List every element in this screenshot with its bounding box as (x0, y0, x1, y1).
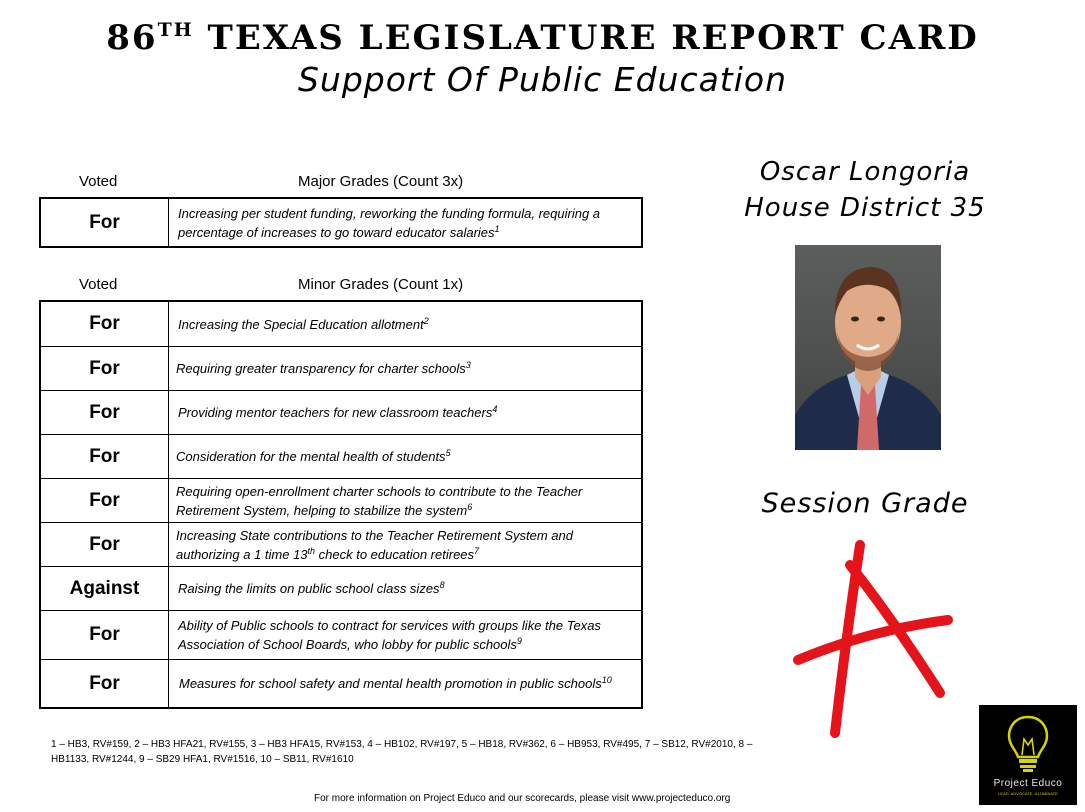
vote-cell: For (41, 660, 169, 707)
table-row (41, 199, 641, 246)
table-row (41, 390, 641, 434)
table-row (41, 659, 641, 707)
bill-description: Increasing per student funding, reworking the funding formula, requiring a percentage of increases to go toward educator salaries$^1$ (178, 205, 601, 240)
footnote-ref: 1 (494, 223, 500, 234)
grade-a-crossbar (798, 620, 948, 660)
footnotes: 1 – HB3, RV#159, 2 – HB3 HFA21, RV#155, 3 – HB3 HFA15, RV#153, 4 – HB102, RV#197, 5 – HB18, RV#362, 6 – HB953, RV#495, 7 – SB12, RV#2010, 8 – HB1133, RV#1244, 9 – SB29 HFA1, RV#1516, 10 – SB11, RV#1610 (51, 739, 753, 765)
report-card-title (0, 18, 1085, 58)
minor-grades-table (39, 300, 643, 709)
footnote-ref: 10 (601, 675, 612, 685)
footnote-ref: 8 (439, 580, 445, 590)
bill-description: Increasing the Special Education allotment$^2$ (178, 315, 429, 332)
bill-description: Providing mentor teachers for new classroom teachers$^4$ (178, 404, 498, 420)
table-row (41, 434, 641, 478)
major-grades-header: Major Grades (Count 3x) (298, 173, 464, 190)
footnote-ref: 9 (516, 636, 522, 646)
legislature-number: 86 (106, 18, 158, 58)
vote-cell: For (41, 523, 169, 566)
portrait-illustration (795, 245, 941, 450)
logo-name: Project Educo (993, 778, 1063, 789)
footnote-ref: 6 (467, 501, 473, 512)
major-grades-table (39, 197, 643, 248)
table-row (41, 522, 641, 566)
title-text: TEXAS LEGISLATURE REPORT CARD (207, 18, 979, 58)
minor-voted-header: Voted (79, 276, 118, 293)
table-row (41, 478, 641, 522)
bill-description: Raising the limits on public school class sizes$^8$ (178, 580, 445, 596)
bill-description: Measures for school safety and mental health promotion in public schools$^{10}$ (179, 675, 612, 691)
vote-cell: Against (41, 567, 169, 610)
representative-name: Oscar Longoria (759, 157, 971, 187)
ordinal-suffix: th (307, 545, 316, 556)
project-educo-logo (979, 705, 1077, 805)
table-row (41, 566, 641, 610)
bill-description: Ability of Public schools to contract for services with groups like the Texas Association of School Boards, who lobby for public schools$^9$ (178, 618, 601, 652)
vote-cell: For (41, 391, 169, 434)
vote-cell: For (41, 302, 169, 346)
vote-cell: For (41, 435, 169, 478)
bill-description: Requiring open-enrollment charter schools to contribute to the Teacher Retirement System, helping to stabilize the system$^6$ (176, 483, 583, 518)
representative-district: House District 35 (744, 193, 986, 223)
bill-description: Increasing State contributions to the Teacher Retirement System and authorizing a 1 time 13th check to education retirees$^7$ (176, 527, 573, 562)
session-grade-text: A (590, 335, 591, 336)
table-row (41, 346, 641, 390)
footnote-ref: 5 (445, 448, 451, 458)
footnote-ref: 7 (474, 545, 480, 556)
footnote-ref: 2 (423, 315, 429, 326)
vote-cell: For (41, 479, 169, 522)
logo-tagline: LEAD. ADVOCATE. ILLUMINATE (998, 791, 1058, 796)
table-row (41, 302, 641, 346)
table-row (41, 610, 641, 659)
minor-grades-header: Minor Grades (Count 1x) (298, 276, 464, 293)
vote-cell: For (41, 611, 169, 659)
vote-cell: For (41, 347, 169, 390)
footnote-ref: 4 (492, 404, 498, 414)
lightbulb-icon (979, 705, 1077, 777)
vote-cell: For (41, 199, 169, 246)
bill-description: Consideration for the mental health of students$^5$ (176, 448, 451, 464)
more-info-text: For more information on Project Educo and our scorecards, please visit www.projecteduco.org (314, 793, 731, 804)
bill-description: Requiring greater transparency for charter schools$^3$ (176, 360, 471, 376)
footnote-ref: 3 (465, 360, 471, 370)
session-grade-label: Session Grade (761, 488, 969, 519)
major-voted-header: Voted (79, 173, 118, 190)
representative-photo (795, 245, 941, 450)
legislature-number-suffix: TH (157, 19, 194, 41)
report-card-subtitle: Support Of Public Education (297, 60, 788, 99)
